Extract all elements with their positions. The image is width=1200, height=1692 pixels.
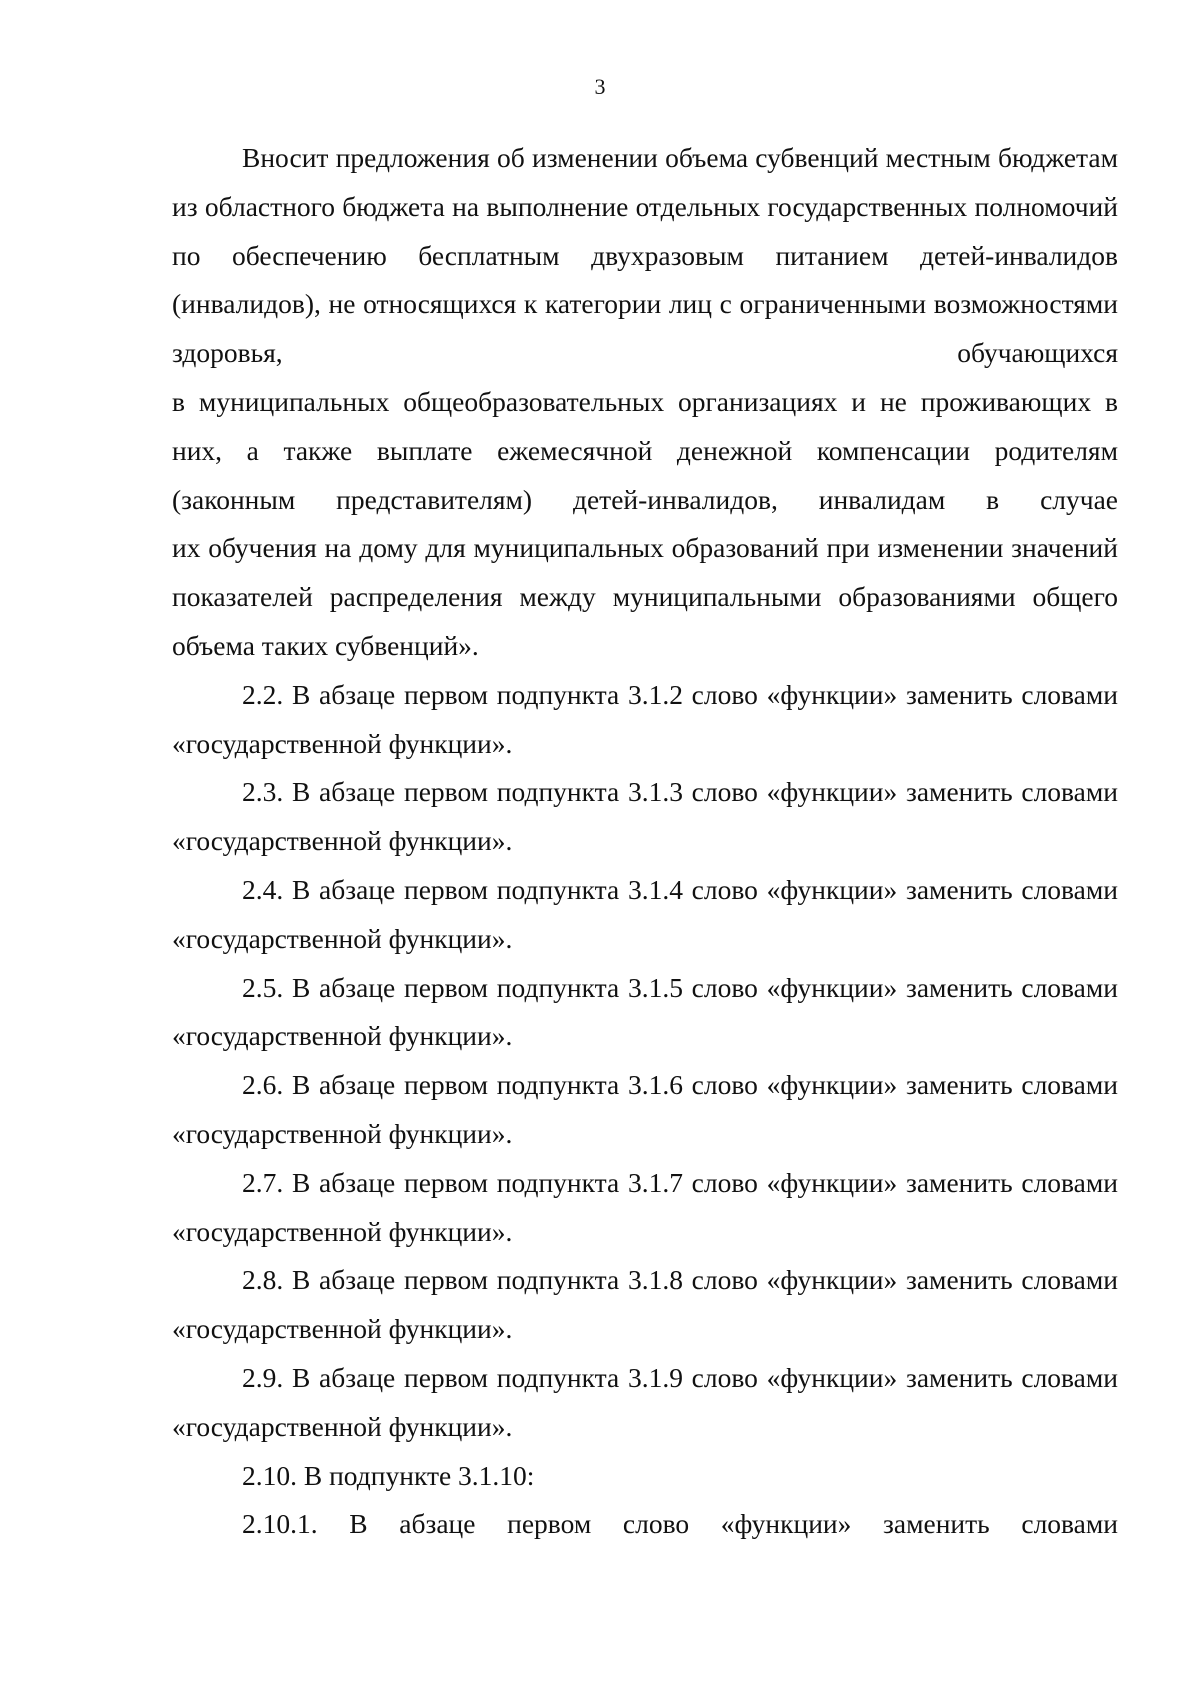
list-item-2-10-1: 2.10.1. В абзаце первом слово «функции» заменить словами [242, 1508, 1118, 1540]
list-item-2-8: 2.8. В абзаце первом подпункта 3.1.8 слово «функции» заменить словами «государственной функции». [172, 1264, 1118, 1345]
list-item-2-5: 2.5. В абзаце первом подпункта 3.1.5 слово «функции» заменить словами «государственной функции». [172, 971, 1118, 1052]
list-item-2-10: 2.10. В подпункте 3.1.10: [242, 1459, 535, 1491]
list-item-2-3: 2.3. В абзаце первом подпункта 3.1.3 слово «функции» заменить словами «государственной функции». [172, 776, 1118, 857]
list-item-2-9: 2.9. В абзаце первом подпункта 3.1.9 слово «функции» заменить словами «государственной функции». [172, 1361, 1118, 1442]
list-item-2-2: 2.2. В абзаце первом подпункта 3.1.2 слово «функции» заменить словами «государственной функции». [172, 678, 1118, 759]
list-item-2-7: 2.7. В абзаце первом подпункта 3.1.7 слово «функции» заменить словами «государственной функции». [172, 1166, 1118, 1247]
page-number: 3 [594, 74, 606, 99]
intro-paragraph-part-1: Вносит предложения об изменении объема субвенций местным бюджетам из областного бюджета на выполнение отдельных государственных полномочий по обеспечению бесплатным двухразовым питанием детей-инвалидов (инвалидов), не относящихся к категории лиц с ограниченными возможностями здоровья, обучающихся [172, 142, 1118, 369]
document-body [172, 134, 1118, 1549]
list-item-2-6: 2.6. В абзаце первом подпункта 3.1.6 слово «функции» заменить словами «государственной функции». [172, 1069, 1118, 1149]
intro-paragraph-part-2: в муниципальных общеобразовательных организациях и не проживающих в них, а также выплате ежемесячной денежной компенсации родителям (законным представителям) детей-инвалидов, инвалидам в случае [172, 385, 1118, 515]
intro-paragraph-part-3: их обучения на дому для муниципальных образований при изменении значений показателей распределения между муниципальными образованиями общего объема таких субвенций». [172, 532, 1118, 661]
list-item-2-4: 2.4. В абзаце первом подпункта 3.1.4 слово «функции» заменить словами «государственной функции». [172, 873, 1118, 954]
